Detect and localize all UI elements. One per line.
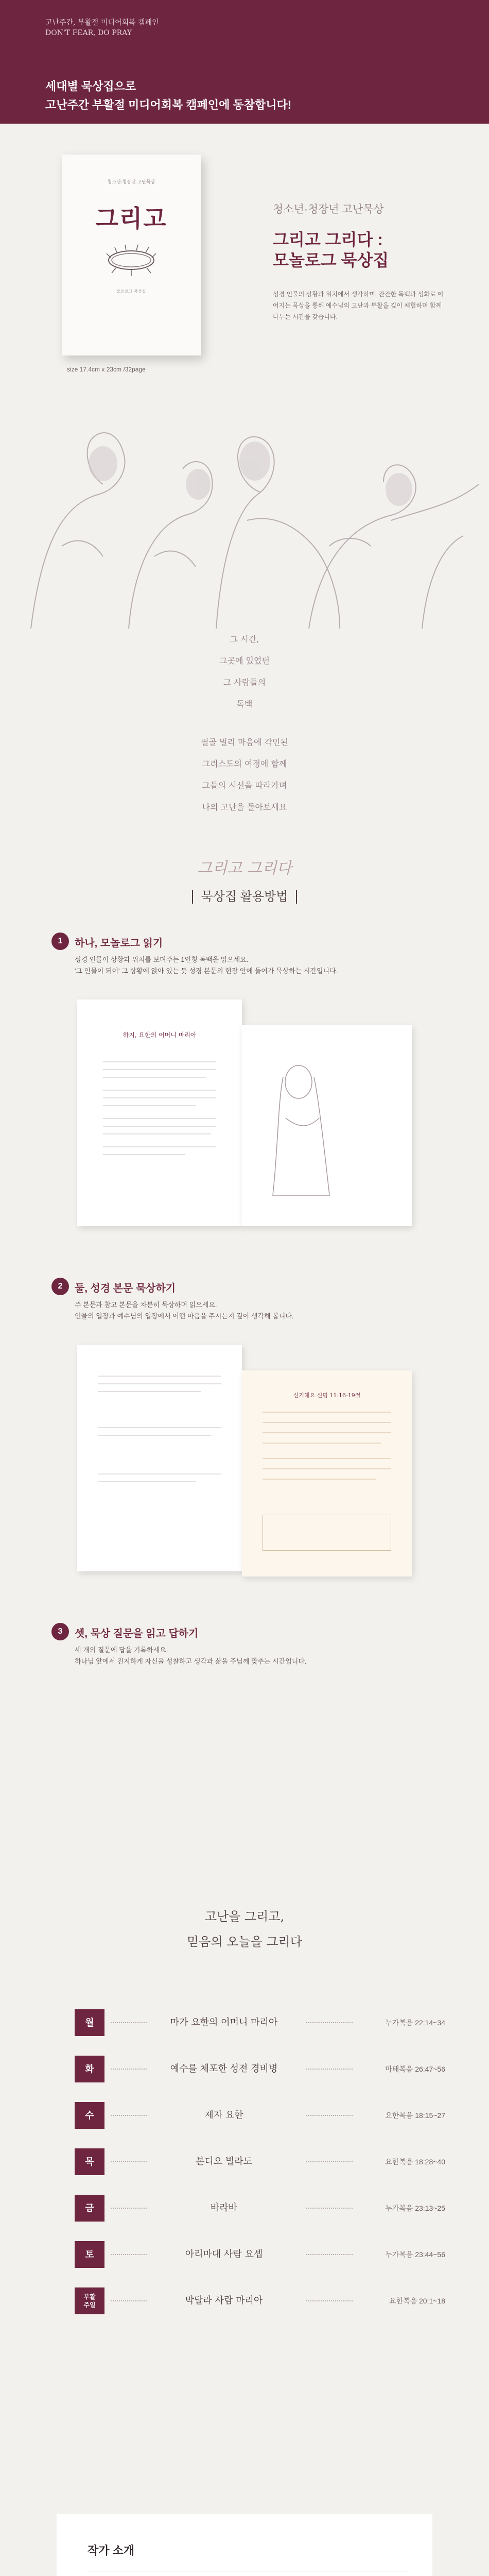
sample-page-questions [242, 1370, 412, 1577]
step-heading-1: 하나, 모놀로그 읽기 [75, 938, 163, 949]
step-text-line: 주 본문과 참고 본문을 차분히 묵상하며 읽으세요. [75, 1301, 217, 1309]
intro-title-line2: 모놀로그 묵상집 [273, 251, 389, 269]
sample-page-scripture [77, 1345, 242, 1571]
schedule-day-badge: 부활 주일 [75, 2287, 104, 2314]
sample-page-illustration [242, 1025, 412, 1226]
step-number-1: 1 [51, 933, 69, 950]
size-note: size 17.4cm x 23cm /32page [67, 366, 146, 373]
schedule-reference: 누가복음 23:44~56 [385, 2250, 445, 2259]
schedule-reference: 요한복음 20:1~18 [389, 2297, 445, 2305]
poem-line: 그곳에 있었던 [219, 656, 270, 666]
cover-title: 그리고 [95, 205, 167, 232]
schedule-row [75, 2148, 445, 2175]
step-text-3 [75, 1645, 435, 1667]
poem-line: 그 시간, [230, 634, 259, 644]
sample-page-monologue [77, 999, 242, 1226]
schedule-reference: 요한복음 18:28~40 [385, 2158, 445, 2166]
usage-title-text: 묵상집 활용방법 [192, 890, 298, 904]
cover-tagline: 모놀로그 묵상집 [116, 289, 146, 294]
book-cover [62, 155, 201, 355]
banner-sub [45, 18, 159, 38]
step-text-line: 성경 인물이 상황과 위치를 보며주는 1인칭 독백을 읽으세요. [75, 956, 249, 963]
schedule-person: 막달라 사람 마리아 [185, 2295, 263, 2306]
poem-line: 그들의 시선을 따라가며 [202, 781, 287, 790]
step-text-line: 하나님 앞에서 진지하게 자신을 성찰하고 생각과 삶을 주님께 맞추는 시간입니다. [75, 1657, 307, 1665]
schedule-person: 바라바 [210, 2202, 238, 2213]
banner-sub-line2: DON'T FEAR, DO PRAY [45, 29, 132, 37]
schedule-heading-line2: 믿음의 오늘을 그리다 [187, 1935, 302, 1949]
schedule-row [75, 2102, 445, 2129]
usage-script-title: 그리고 그리다 [197, 859, 292, 877]
schedule-reference: 요한복음 18:15~27 [385, 2111, 445, 2120]
cover-subtitle: 청소년·청장년 고난묵상 [107, 180, 155, 185]
schedule-person: 마가 요한의 어머니 마리아 [170, 2017, 278, 2028]
author-title: 작가 소개 [88, 2544, 135, 2557]
schedule-heading [0, 1906, 489, 1950]
intro-kicker: 청소년·청장년 고난묵상 [273, 204, 384, 215]
step-text-line: 세 개의 질문에 답을 기록하세요. [75, 1646, 168, 1654]
schedule-row [75, 2287, 445, 2314]
poem-stanza-2 [0, 732, 489, 818]
step-text-1 [75, 954, 435, 977]
crown-of-thorns-icon [106, 242, 157, 278]
schedule-reference: 마태복음 26:47~56 [385, 2065, 445, 2073]
schedule-person: 아리마대 사람 요셉 [185, 2249, 263, 2260]
usage-title [0, 886, 489, 904]
step-text-line: 인물의 입장과 예수님의 입장에서 어떤 마음을 주시는지 깊이 생각해 봅니다. [75, 1312, 294, 1320]
step-heading-2: 둘, 성경 본문 묵상하기 [75, 1283, 176, 1294]
step-number-3: 3 [51, 1623, 69, 1640]
banner-heading-line2: 고난주간 부활절 미디어회복 캠페인에 동참합니다! [45, 98, 292, 111]
schedule-reference: 누가복음 23:13~25 [385, 2204, 445, 2212]
intro-description: 성경 인물의 상황과 위치에서 생각하며, 잔잔한 독백과 성화로 이어지는 묵상을 통해 예수님의 고난과 부활을 깊이 체험하며 함께 나누는 시간을 갖습니다. [273, 291, 444, 320]
schedule-reference: 누가복음 22:14~34 [385, 2019, 445, 2027]
figure-sketch-icon [242, 1025, 412, 1226]
schedule-person: 본디오 빌라도 [195, 2156, 253, 2167]
schedule-day-badge: 금 [75, 2195, 104, 2222]
step-text-2 [75, 1299, 435, 1322]
banner-heading-line1: 세대별 묵상집으로 [45, 80, 136, 93]
schedule-row [75, 2056, 445, 2082]
schedule-day-badge: 월 [75, 2009, 104, 2036]
sample-page-title: 하지, 요한의 어머니 마리아 [123, 1031, 197, 1039]
hero-section [0, 124, 489, 757]
banner-heading [45, 77, 291, 114]
poem-line: 나의 고난을 돌아보세요 [202, 802, 287, 812]
step-number-2: 2 [51, 1278, 69, 1295]
step-heading-3: 셋, 묵상 질문을 읽고 답하기 [75, 1628, 199, 1639]
step-text-line: '그 인물이 되어' 그 상황에 앉아 있는 듯 성경 본문의 현장 안에 들어가 묵상하는 시간입니다. [75, 967, 338, 975]
sample-questions-title: 신기해요 신명 11:16-19절 [293, 1392, 361, 1399]
poem-line: 그 사람들의 [223, 677, 266, 687]
poem-line: 독백 [236, 699, 253, 709]
poem-line: 그리스도의 여정에 함께 [202, 759, 287, 769]
poem-line: 필골 멀리 마음에 각인된 [201, 737, 288, 747]
poem-stanza-1 [0, 629, 489, 715]
schedule-row [75, 2195, 445, 2222]
schedule-person: 예수를 체포한 성전 경비병 [170, 2063, 278, 2074]
schedule-day-badge: 토 [75, 2241, 104, 2268]
schedule-person: 제자 요한 [204, 2110, 243, 2121]
schedule-heading-line1: 고난을 그리고, [204, 1909, 285, 1924]
schedule-day-badge: 수 [75, 2102, 104, 2129]
banner-sub-line1: 고난주간, 부활절 미디어회복 캠페인 [45, 19, 159, 27]
intro-title-line1: 그리고 그리다 : [273, 230, 383, 249]
author-section [57, 2514, 432, 2576]
schedule-row [75, 2241, 445, 2268]
sketch-illustration [0, 392, 489, 629]
schedule-row [75, 2009, 445, 2036]
schedule-day-badge: 목 [75, 2148, 104, 2175]
schedule-day-badge: 화 [75, 2056, 104, 2082]
top-banner [0, 0, 489, 124]
